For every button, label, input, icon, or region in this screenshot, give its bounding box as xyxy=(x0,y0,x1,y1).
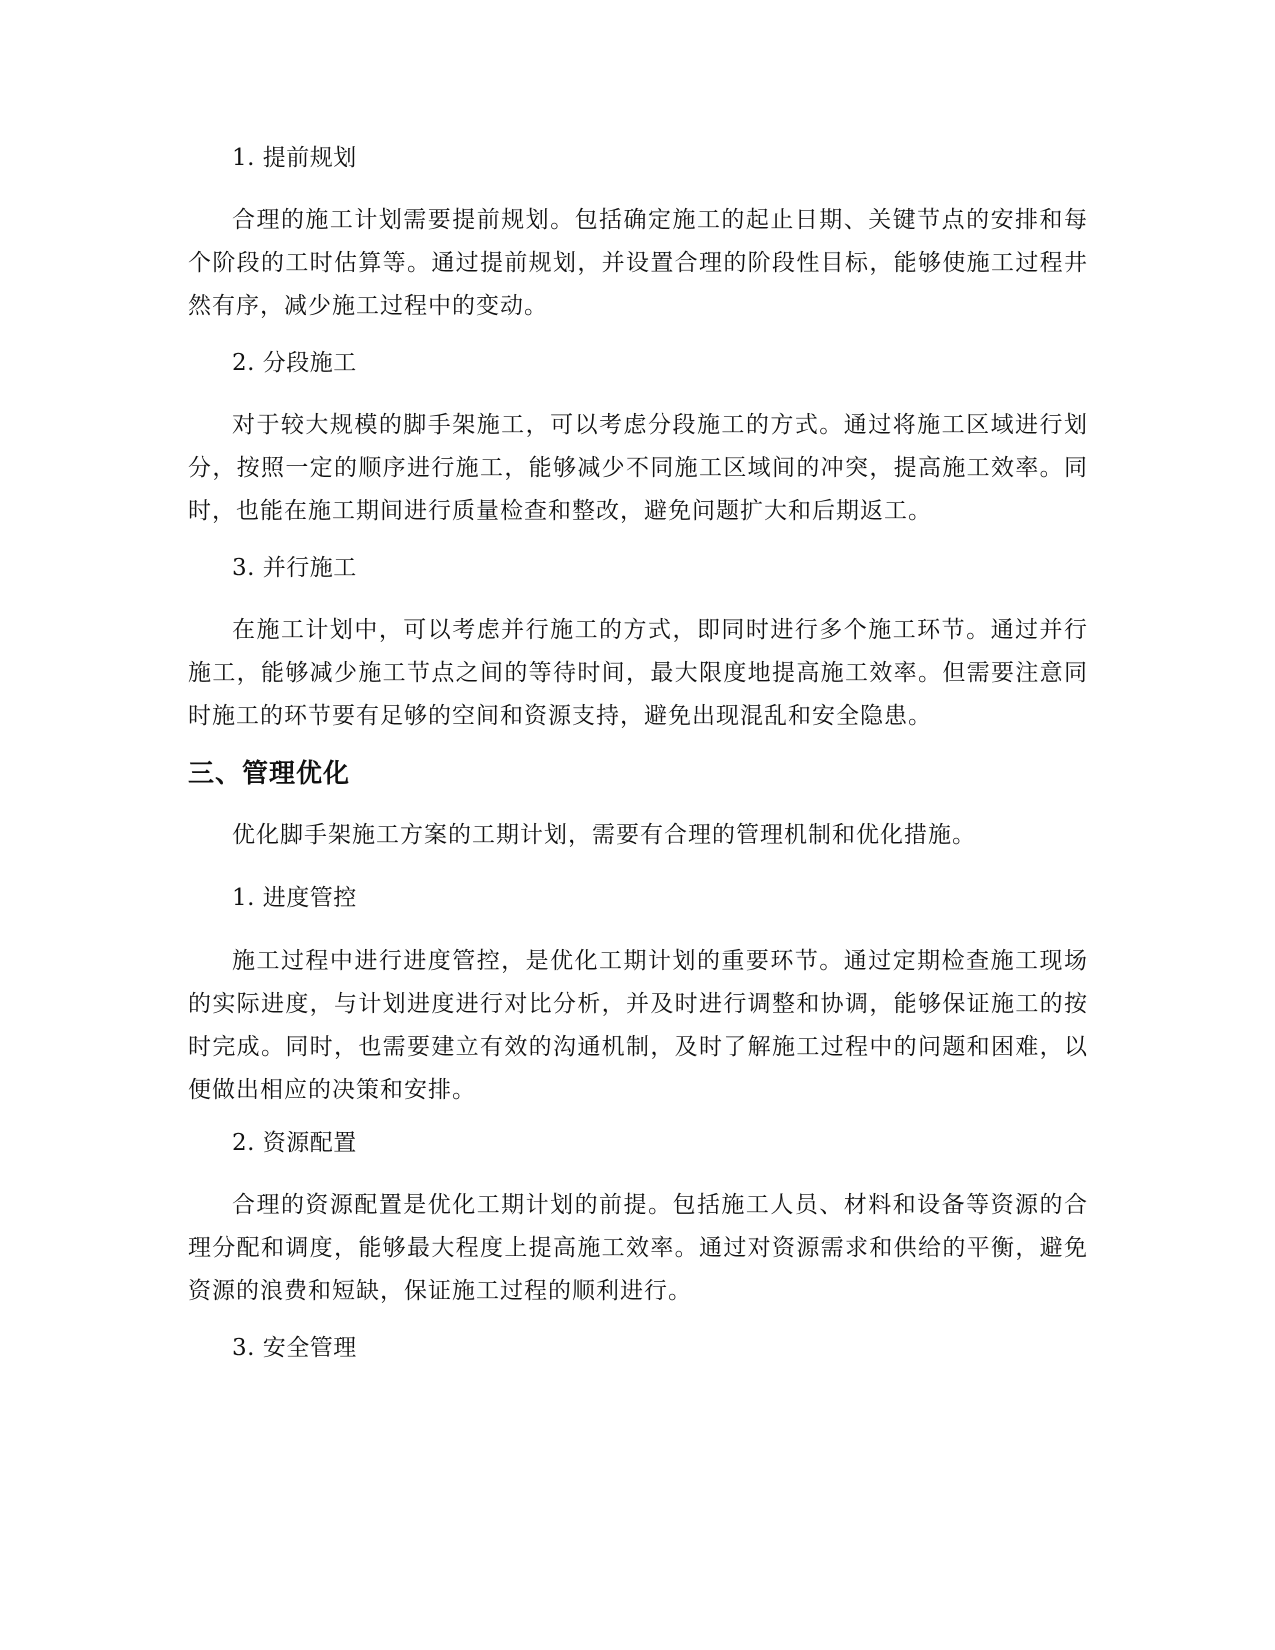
paragraph-resource-allocation: 合理的资源配置是优化工期计划的前提。包括施工人员、材料和设备等资源的合理分配和调度，能够最大程度上提高施工效率。通过对资源需求和供给的平衡，避免资源的浪费和短缺，保证施工过程的顺利进行。 xyxy=(188,1192,1088,1304)
item-safety-management: 3. 安全管理 xyxy=(232,1335,357,1361)
item-plan-ahead: 1. 提前规划 xyxy=(232,145,357,171)
paragraph-management-intro: 优化脚手架施工方案的工期计划，需要有合理的管理机制和优化措施。 xyxy=(232,822,976,848)
item-parallel-construction: 3. 并行施工 xyxy=(232,555,357,581)
paragraph-parallel-construction: 在施工计划中，可以考虑并行施工的方式，即同时进行多个施工环节。通过并行施工，能够减少施工节点之间的等待时间，最大限度地提高施工效率。但需要注意同时施工的环节要有足够的空间和资源支持，避免出现混乱和安全隐患。 xyxy=(188,617,1088,729)
item-progress-control: 1. 进度管控 xyxy=(232,885,357,911)
paragraph-segmented-construction: 对于较大规模的脚手架施工，可以考虑分段施工的方式。通过将施工区域进行划分，按照一定的顺序进行施工，能够减少不同施工区域间的冲突，提高施工效率。同时，也能在施工期间进行质量检查和整改，避免问题扩大和后期返工。 xyxy=(188,412,1088,524)
paragraph-plan-ahead: 合理的施工计划需要提前规划。包括确定施工的起止日期、关键节点的安排和每个阶段的工时估算等。通过提前规划，并设置合理的阶段性目标，能够使施工过程井然有序，减少施工过程中的变动。 xyxy=(188,207,1088,319)
item-segmented-construction: 2. 分段施工 xyxy=(232,350,357,376)
paragraph-progress-control: 施工过程中进行进度管控，是优化工期计划的重要环节。通过定期检查施工现场的实际进度，与计划进度进行对比分析，并及时进行调整和协调，能够保证施工的按时完成。同时，也需要建立有效的沟通机制，及时了解施工过程中的问题和困难，以便做出相应的决策和安排。 xyxy=(188,948,1088,1103)
section-heading-management: 三、管理优化 xyxy=(188,759,351,789)
item-resource-allocation: 2. 资源配置 xyxy=(232,1130,357,1156)
